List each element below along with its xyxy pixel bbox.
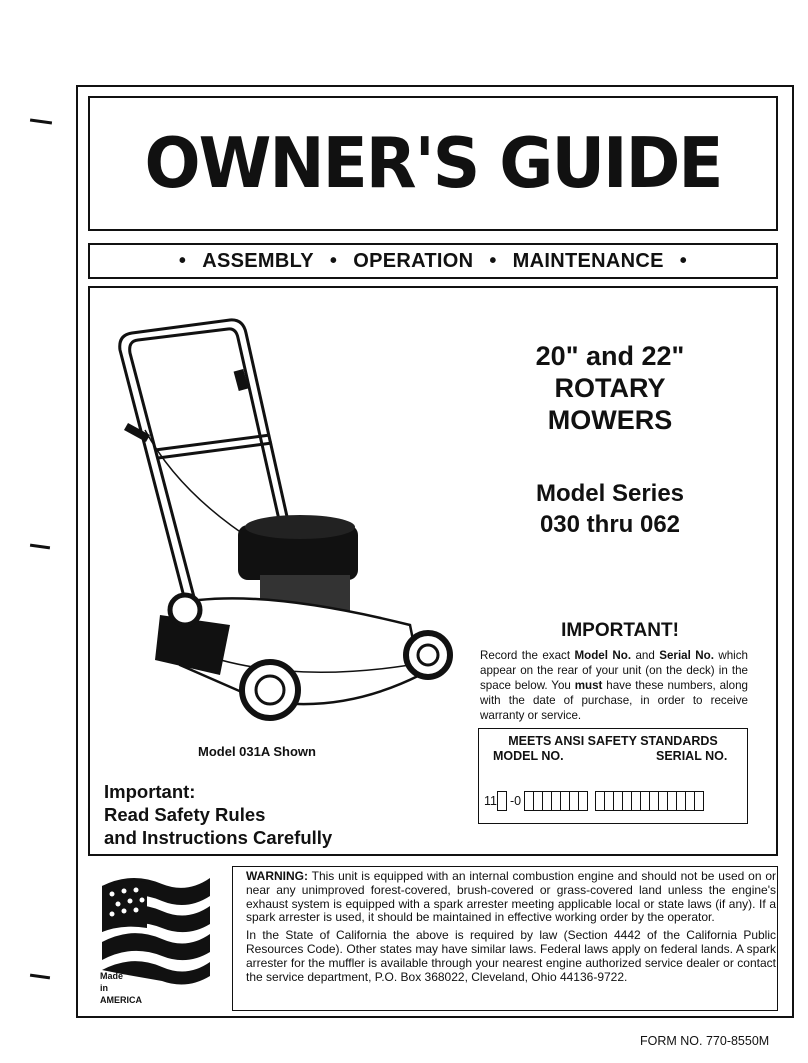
record-instructions: [480, 648, 748, 723]
warning-label: WARNING:: [246, 869, 308, 883]
model-no-label: MODEL NO.: [493, 749, 564, 763]
model-digit-box[interactable]: [497, 791, 507, 811]
subtitle-item: OPERATION: [353, 249, 474, 272]
made-line: in: [100, 983, 108, 993]
warning-paragraph: This unit is equipped with an internal combustion engine and should not be used on or near any unimproved forest-covered, brush-covered or grass-covered land unless the engine's exhaust system is equipped with a spark arrester meeting applicable local or state laws (if any). If a spark arrester is used, it should be maintained in effective working order by the operator.: [246, 869, 776, 925]
margin-mark: [30, 974, 50, 980]
made-line: Made: [100, 971, 124, 981]
model-dash: -0: [509, 794, 522, 808]
product-kind: MOWERS: [547, 405, 673, 435]
model-prefix: 11: [484, 794, 497, 808]
lawn-mower-illustration: [110, 305, 460, 735]
margin-mark: [30, 544, 50, 550]
bullet: •: [489, 249, 497, 272]
bullet: •: [329, 249, 338, 272]
subtitle-item: MAINTENANCE: [512, 249, 664, 272]
series-range: 030 thru 062: [539, 511, 681, 538]
page-title: OWNER'S GUIDE: [144, 123, 722, 204]
safety-line: and Instructions Carefully: [104, 827, 333, 848]
safety-line: Read Safety Rules: [104, 804, 266, 825]
form-number: FORM NO. 770-8550M: [640, 1034, 770, 1048]
title-box: [88, 96, 778, 231]
bullet: •: [679, 249, 688, 272]
warning-text: [246, 870, 776, 988]
product-size: 20" and 22": [535, 341, 685, 371]
margin-mark: [30, 118, 52, 124]
record-bold: Serial No.: [659, 649, 714, 662]
record-text: have these numbers, along with the date of purchase, in order to receive warranty or service.: [480, 679, 748, 722]
model-series: [490, 478, 730, 540]
number-entry-row: [484, 790, 703, 812]
record-text: which appear on the rear of your unit (on the deck) in the space below. You: [480, 649, 748, 692]
record-text: and: [631, 649, 660, 662]
serial-no-label: SERIAL NO.: [656, 749, 728, 763]
serial-digit-box[interactable]: [694, 791, 704, 811]
record-bold: Model No.: [574, 649, 632, 662]
subtitle-bar: [88, 243, 778, 279]
safety-line: Important:: [104, 781, 196, 802]
safety-notice: [104, 780, 332, 849]
record-text: Record the exact: [480, 649, 575, 662]
made-in-america: [100, 970, 142, 1006]
record-bold: must: [574, 679, 603, 692]
ansi-title: MEETS ANSI SAFETY STANDARDS: [508, 734, 718, 748]
bullet: •: [178, 249, 187, 272]
important-heading: IMPORTANT!: [561, 620, 679, 641]
product-type: ROTARY: [554, 373, 666, 403]
warning-paragraph: In the State of California the above is required by law (Section 4442 of the California Public Resources Code). Other states may have similar laws. Federal laws apply on federal lands. A spark arrester for the muffler is available through your nearest engine authorized service dealer or contact the service department, P.O. Box 368022, Cleveland, Ohio 44136-9722.: [246, 928, 776, 984]
made-line: AMERICA: [100, 995, 142, 1005]
series-label: Model Series: [535, 480, 685, 507]
illustration-caption: Model 031A Shown: [198, 744, 316, 759]
subtitle-item: ASSEMBLY: [202, 249, 314, 272]
model-digit-box[interactable]: [578, 791, 588, 811]
product-title: [490, 340, 730, 436]
